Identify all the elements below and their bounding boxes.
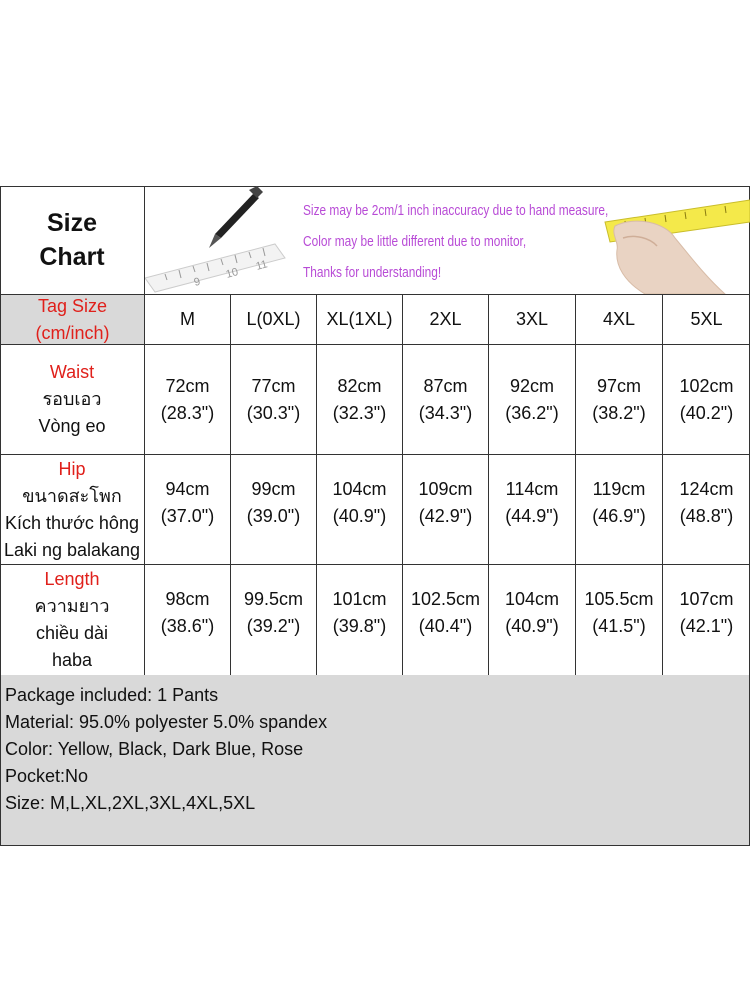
tag-size-label: Tag Size xyxy=(37,295,108,316)
cell-inch: (38.2") xyxy=(592,402,646,423)
cell-cm: 105.5cm xyxy=(584,589,654,609)
cell-cm: 124cm xyxy=(679,479,734,499)
cell-inch: (36.2") xyxy=(505,402,559,423)
table-cell xyxy=(489,565,575,661)
row-label-th: ขนาดสะโพก xyxy=(22,485,122,506)
pen-icon xyxy=(209,186,263,248)
cell-cm: 107cm xyxy=(679,589,734,609)
cell-inch: (40.4") xyxy=(418,616,473,636)
cell-inch: (32.3") xyxy=(332,402,387,423)
cell-inch: (30.3") xyxy=(246,402,301,423)
ruler-tick-label: 9 xyxy=(192,275,202,289)
ruler-tick-label: 10 xyxy=(224,266,240,281)
table-cell xyxy=(576,455,662,551)
info-pocket: Pocket:No xyxy=(5,766,89,786)
cell-cm: 114cm xyxy=(505,479,559,499)
cell-inch: (40.9") xyxy=(505,616,559,636)
cell-cm: 99cm xyxy=(251,479,296,499)
cell-cm: 104cm xyxy=(504,589,560,609)
row-label-vi: chiều dài xyxy=(35,623,109,643)
table-cell xyxy=(576,565,662,661)
row-label-length xyxy=(0,565,144,675)
table-cell xyxy=(145,565,230,661)
size-header: XL(1XL) xyxy=(326,309,393,329)
table-cell xyxy=(145,455,230,551)
table-cell xyxy=(489,345,575,454)
row-label-en: Waist xyxy=(49,362,95,382)
size-header: 2XL xyxy=(429,309,462,329)
row-label-tl: Laki ng balakang xyxy=(3,539,141,560)
cell-inch: (42.1") xyxy=(679,616,734,636)
row-label-vi: Kích thước hông xyxy=(5,512,139,533)
ruler-tick-label: 11 xyxy=(254,258,269,273)
cell-cm: 109cm xyxy=(418,479,473,499)
table-cell xyxy=(231,345,316,454)
cell-cm: 102.5cm xyxy=(410,589,481,609)
table-cell xyxy=(317,345,402,454)
cell-inch: (44.9") xyxy=(505,506,559,526)
banner-note-3: Thanks for understanding! xyxy=(303,265,442,281)
table-cell xyxy=(317,455,402,551)
row-label-waist xyxy=(0,345,144,454)
cell-cm: 104cm xyxy=(332,479,387,499)
cell-inch: (48.8") xyxy=(679,506,734,526)
cell-cm: 72cm xyxy=(165,375,210,396)
table-cell xyxy=(403,455,488,551)
tag-size-unit: (cm/inch) xyxy=(35,322,110,343)
cell-cm: 97cm xyxy=(596,375,641,396)
cell-cm: 77cm xyxy=(251,375,296,396)
row-label-en: Hip xyxy=(58,458,86,479)
size-chart xyxy=(0,186,750,846)
cell-cm: 101cm xyxy=(332,589,387,609)
cell-inch: (38.6") xyxy=(160,616,215,636)
title-line-1: Size xyxy=(46,209,98,237)
title-line-2: Chart xyxy=(39,243,105,271)
cell-cm: 94cm xyxy=(165,479,210,499)
cell-inch: (37.0") xyxy=(160,506,215,526)
cell-inch: (39.2") xyxy=(246,616,301,636)
info-color: Color: Yellow, Black, Dark Blue, Rose xyxy=(5,739,304,759)
table-cell xyxy=(663,345,750,454)
product-info xyxy=(1,675,749,845)
row-label-en: Length xyxy=(44,569,100,589)
size-header: 5XL xyxy=(690,309,723,329)
table-cell xyxy=(403,345,488,454)
banner-note-2: Color may be little different due to monitor, xyxy=(303,234,527,250)
table-cell xyxy=(145,345,230,454)
table-cell xyxy=(663,455,750,551)
size-header: L(0XL) xyxy=(246,309,301,329)
info-material: Material: 95.0% polyester 5.0% spandex xyxy=(5,712,328,732)
cell-inch: (46.9") xyxy=(592,506,646,526)
cell-inch: (41.5") xyxy=(592,616,646,636)
banner-note-1: Size may be 2cm/1 inch inaccuracy due to hand measure, xyxy=(303,203,609,219)
table-cell xyxy=(576,345,662,454)
hand-measure-icon xyxy=(605,200,750,294)
cell-cm: 87cm xyxy=(423,375,468,396)
table-cell xyxy=(317,565,402,661)
cell-inch: (40.2") xyxy=(679,402,734,423)
info-package: Package included: 1 Pants xyxy=(5,685,219,705)
cell-cm: 98cm xyxy=(165,589,210,609)
cell-cm: 102cm xyxy=(679,375,734,396)
row-label-vi: Vòng eo xyxy=(38,416,106,436)
cell-inch: (39.8") xyxy=(332,616,387,636)
table-cell xyxy=(231,565,316,661)
cell-cm: 99.5cm xyxy=(243,589,304,609)
cell-inch: (28.3") xyxy=(160,402,215,423)
size-chart-title xyxy=(0,186,144,294)
size-header: 3XL xyxy=(515,309,549,329)
cell-cm: 92cm xyxy=(509,375,554,396)
cell-cm: 82cm xyxy=(337,375,382,396)
size-header: 4XL xyxy=(602,309,636,329)
cell-inch: (39.0") xyxy=(246,506,301,526)
table-cell xyxy=(663,565,750,661)
size-header: M xyxy=(180,309,195,329)
info-size: Size: M,L,XL,2XL,3XL,4XL,5XL xyxy=(5,793,256,813)
tag-size-header xyxy=(1,295,144,344)
cell-cm: 119cm xyxy=(592,479,646,499)
measurement-banner xyxy=(145,186,750,294)
row-label-th: รอบเอว xyxy=(42,389,102,409)
cell-inch: (40.9") xyxy=(332,506,387,526)
cell-inch: (42.9") xyxy=(418,506,473,526)
cell-inch: (34.3") xyxy=(418,402,473,423)
table-cell xyxy=(403,565,488,661)
row-label-th: ความยาว xyxy=(34,596,110,616)
table-cell xyxy=(231,455,316,551)
row-label-hip xyxy=(0,455,144,564)
row-label-tl: haba xyxy=(51,650,93,670)
table-cell xyxy=(489,455,575,551)
ruler-icon xyxy=(145,244,285,292)
